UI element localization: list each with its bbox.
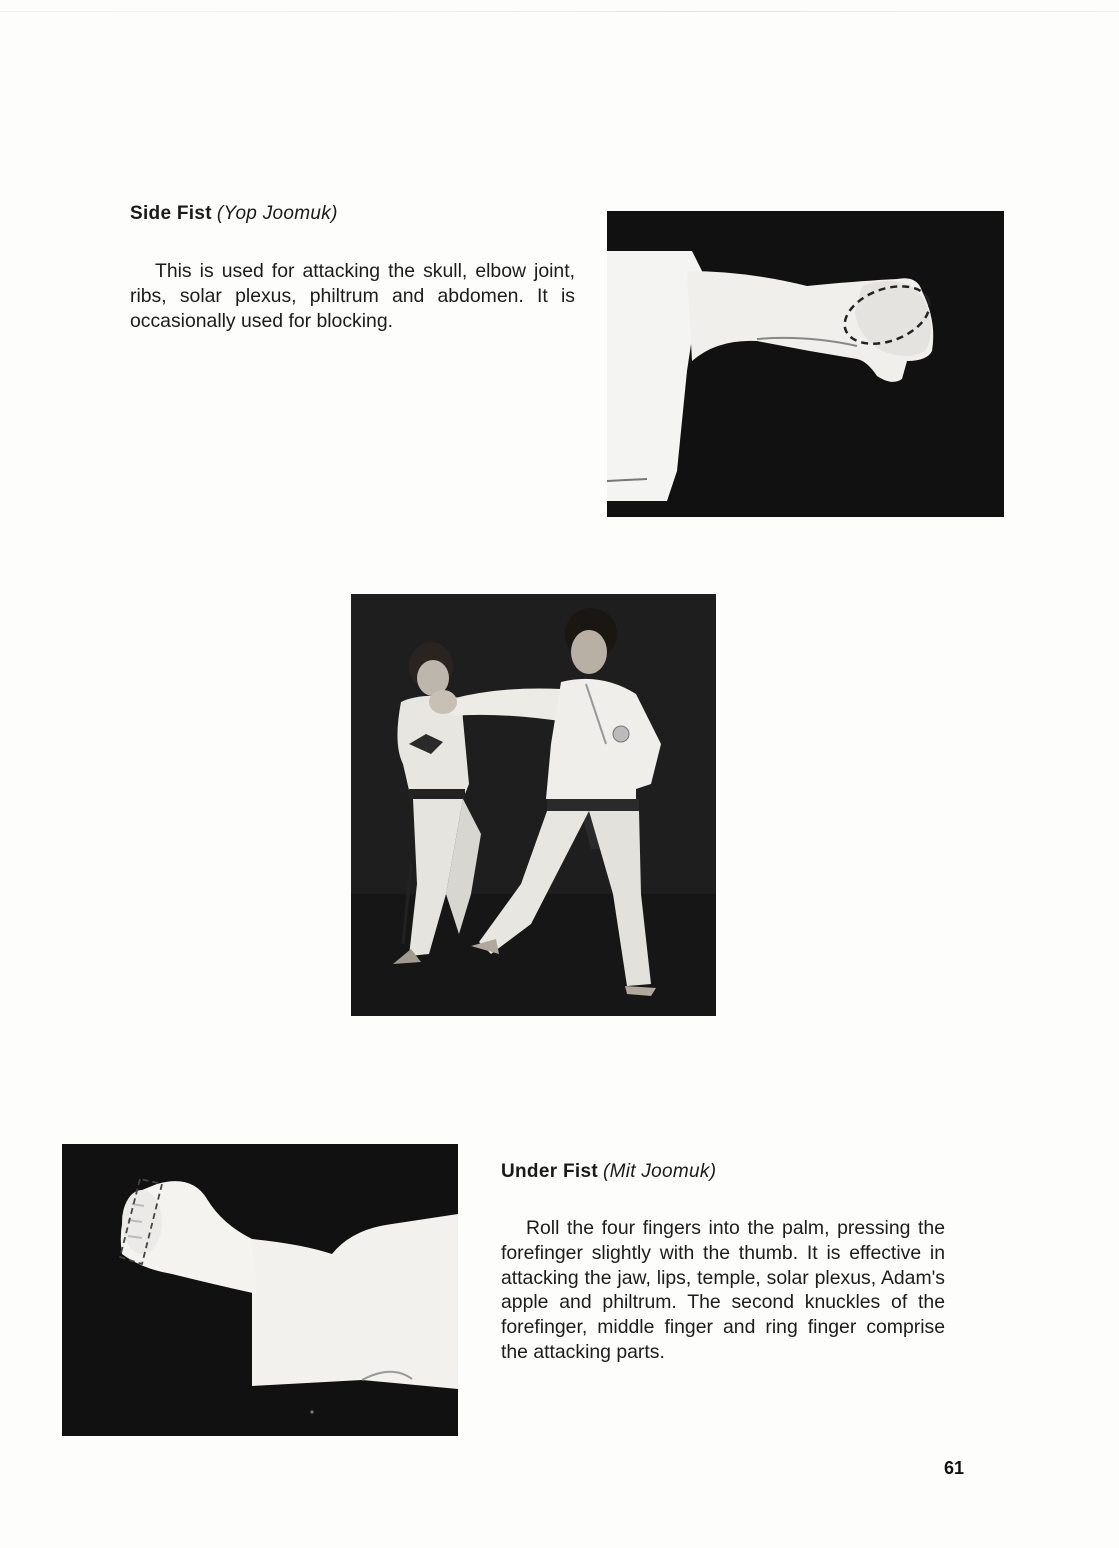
side-fist-korean-name: (Yop Joomuk) bbox=[216, 203, 338, 224]
side-fist-title: Side Fist bbox=[130, 203, 212, 224]
side-fist-demo-image bbox=[351, 594, 716, 1016]
page-number: 61 bbox=[944, 1458, 965, 1478]
under-fist-korean-name: (Mit Joomuk) bbox=[602, 1161, 717, 1182]
under-fist-heading bbox=[501, 1161, 716, 1183]
side-fist-closeup-image bbox=[607, 211, 1004, 517]
under-fist-closeup-photo bbox=[62, 1144, 458, 1436]
under-fist-closeup-image bbox=[62, 1144, 458, 1436]
side-fist-closeup-photo bbox=[607, 211, 1004, 517]
side-fist-heading bbox=[130, 203, 338, 225]
side-fist-description: This is used for attacking the skull, elbow joint, ribs, solar plexus, philtrum and abdomen. It is occasionally used for blocking. bbox=[130, 260, 575, 332]
scan-artifact-line bbox=[0, 11, 1119, 12]
under-fist-title: Under Fist bbox=[501, 1161, 598, 1182]
side-fist-demo-photo bbox=[351, 594, 716, 1016]
under-fist-description: Roll the four fingers into the palm, pressing the forefinger slightly with the thumb. It is effective in attacking the jaw, lips, temple, solar plexus, Adam's apple and philtrum. The second knuckles of the forefinger, middle finger and ring finger comprise the attacking parts. bbox=[501, 1217, 945, 1363]
